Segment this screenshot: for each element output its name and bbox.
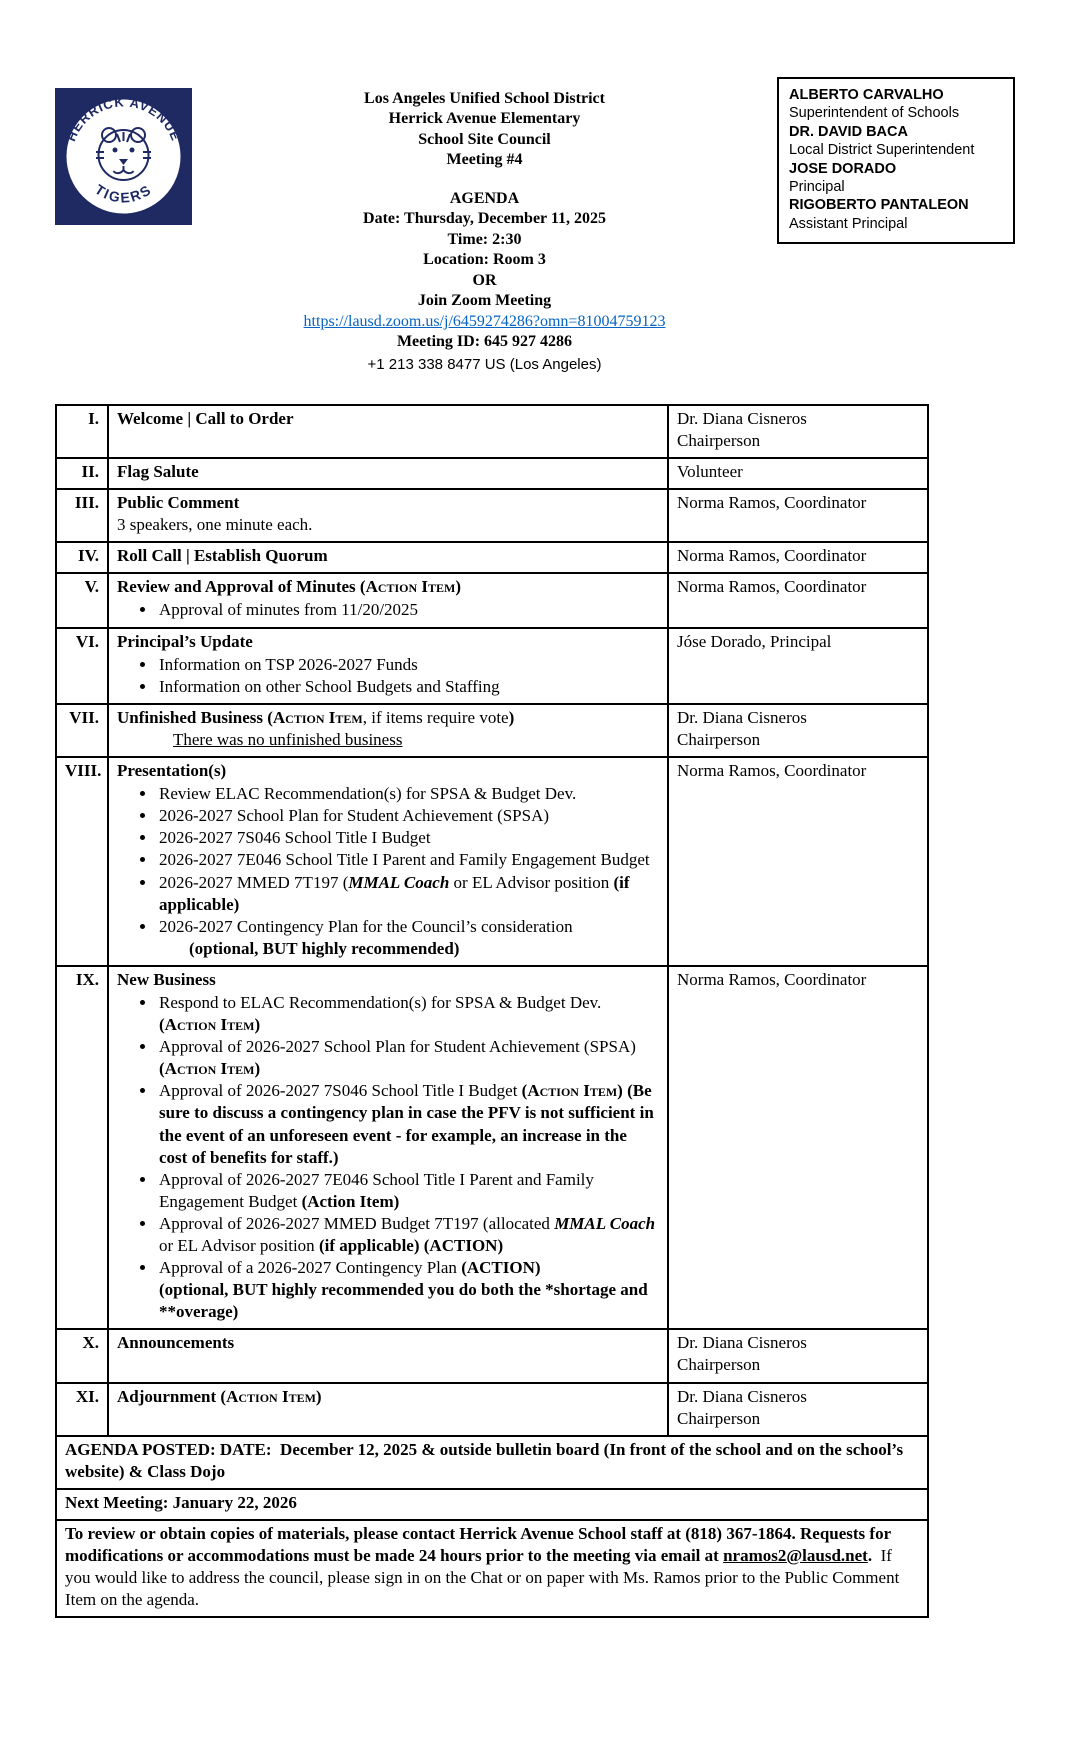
item-title: Presentation(s) <box>117 761 227 781</box>
row-person: Norma Ramos, Coordinator <box>668 966 928 1330</box>
meeting-id: Meeting ID: 645 927 4286 <box>396 333 573 351</box>
agenda-label: AGENDA <box>449 189 520 207</box>
row-person: Norma Ramos, Coordinator <box>668 757 928 966</box>
header-title-block <box>192 85 777 374</box>
row-numeral: II. <box>56 458 108 489</box>
dial-in-phone: +1 213 338 8477 US (Los Angeles) <box>367 355 602 373</box>
bullet-item: • Information on other School Budgets and Staffing <box>157 676 659 698</box>
agenda-row-announcements <box>56 1329 928 1382</box>
row-person: Dr. Diana Cisneros Chairperson <box>668 1329 928 1382</box>
or-label: OR <box>472 271 497 289</box>
next-meeting-note: Next Meeting: January 22, 2026 <box>56 1489 928 1520</box>
item-subtext: 3 speakers, one minute each. <box>117 515 313 535</box>
agenda-row-new-business <box>56 966 928 1330</box>
item-title: Roll Call | Establish Quorum <box>117 546 328 566</box>
join-zoom-label: Join Zoom Meeting <box>417 292 552 310</box>
admin-name: JOSE DORADO <box>789 160 897 177</box>
row-person: Norma Ramos, Coordinator <box>668 542 928 573</box>
row-numeral: V. <box>56 573 108 627</box>
agenda-table <box>55 404 929 1619</box>
row-numeral: VI. <box>56 628 108 704</box>
agenda-row-presentations <box>56 757 928 966</box>
school-name: Herrick Avenue Elementary <box>388 110 581 128</box>
bullet-item: • Approval of 2026-2027 School Plan for Student Achievement (SPSA) (Action Item) <box>157 1036 659 1080</box>
admin-title: Assistant Principal <box>789 215 908 232</box>
agenda-row-roll-call <box>56 542 928 573</box>
bullet-item: • 2026-2027 Contingency Plan for the Council’s consideration (optional, BUT highly recommended) <box>157 916 659 960</box>
admin-title: Principal <box>789 179 845 196</box>
agenda-row-adjournment <box>56 1383 928 1436</box>
logo-arc-bottom-text: TIGERS <box>92 180 155 206</box>
bullet-item: • Respond to ELAC Recommendation(s) for SPSA & Budget Dev. (Action Item) <box>157 992 659 1036</box>
bullet-item: • Approval of 2026-2027 7E046 School Title I Parent and Family Engagement Budget (Action Item) <box>157 1169 659 1213</box>
meeting-location: Location: Room 3 <box>423 251 546 269</box>
admin-name: DR. DAVID BACA <box>789 123 908 140</box>
agenda-posted-note: AGENDA POSTED: DATE: December 12, 2025 & outside bulletin board (In front of the school and on the school’s website) & Class Dojo <box>56 1436 928 1489</box>
item-title: New Business <box>117 969 216 989</box>
row-person: Dr. Diana Cisneros Chairperson <box>668 1383 928 1436</box>
item-note: There was no unfinished business <box>173 729 403 749</box>
item-bullets <box>117 992 659 1323</box>
school-logo <box>55 88 192 230</box>
row-person: Jóse Dorado, Principal <box>668 628 928 704</box>
bullet-item: • Information on TSP 2026-2027 Funds <box>157 654 659 676</box>
meeting-date: Date: Thursday, December 11, 2025 <box>363 210 606 228</box>
zoom-meeting-link[interactable]: https://lausd.zoom.us/j/6459274286?omn=81004759123 <box>303 312 666 330</box>
row-numeral: VII. <box>56 704 108 757</box>
agenda-row-principals-update <box>56 628 928 704</box>
bullet-item: • 2026-2027 MMED 7T197 (MMAL Coach or EL Advisor position (if applicable) <box>157 872 659 916</box>
item-title: Principal’s Update <box>117 631 253 651</box>
row-person: Dr. Diana Cisneros Chairperson <box>668 405 928 458</box>
bullet-item: • Approval of 2026-2027 MMED Budget 7T197 (allocated MMAL Coach or EL Advisor position (if applicable) (ACTION) <box>157 1213 659 1257</box>
row-person: Norma Ramos, Coordinator <box>668 573 928 627</box>
agenda-row-flag-salute <box>56 458 928 489</box>
item-title: Announcements <box>117 1333 235 1353</box>
bullet-item: • 2026-2027 School Plan for Student Achievement (SPSA) <box>157 805 659 827</box>
row-numeral: VIII. <box>56 757 108 966</box>
row-person: Norma Ramos, Coordinator <box>668 489 928 542</box>
footer-row-contact <box>56 1520 928 1617</box>
administrators-box <box>777 77 1015 244</box>
agenda-row-welcome <box>56 405 928 458</box>
tiger-logo-icon <box>55 88 192 225</box>
item-title: Welcome | Call to Order <box>117 408 294 428</box>
row-numeral: XI. <box>56 1383 108 1436</box>
admin-name: RIGOBERTO PANTALEON <box>789 197 969 214</box>
admin-title: Superintendent of Schools <box>789 105 960 122</box>
item-title: Public Comment <box>117 493 240 513</box>
bullet-item: • Approval of minutes from 11/20/2025 <box>157 599 659 621</box>
contact-note: To review or obtain copies of materials, please contact Herrick Avenue School staff at (818) 367-1864. Requests for modifications or accommodations must be made 24 hours prior to the meeting via email at nramos2@lausd.net. If you would like to address the council, please sign in on the Chat or on paper with Ms. Ramos prior to the Public Comment Item on the agenda. <box>56 1520 928 1617</box>
item-title: Review and Approval of Minutes (Action Item) <box>117 577 462 597</box>
row-person: Dr. Diana Cisneros Chairperson <box>668 704 928 757</box>
row-numeral: IX. <box>56 966 108 1330</box>
meeting-time: Time: 2:30 <box>447 230 522 248</box>
item-bullets <box>117 654 659 698</box>
admin-title: Local District Superintendent <box>789 142 975 159</box>
row-numeral: I. <box>56 405 108 458</box>
footer-row-agenda-posted <box>56 1436 928 1489</box>
agenda-row-minutes <box>56 573 928 627</box>
item-title: Adjournment (Action Item) <box>117 1386 322 1406</box>
agenda-row-public-comment <box>56 489 928 542</box>
logo-arc-top-text: HERRICK AVENUE <box>63 94 184 144</box>
bullet-item: • 2026-2027 7S046 School Title I Budget <box>157 827 659 849</box>
agenda-row-unfinished-business <box>56 704 928 757</box>
item-title: Flag Salute <box>117 462 199 481</box>
row-person: Volunteer <box>668 458 928 489</box>
item-bullets <box>117 599 659 621</box>
admin-name: ALBERTO CARVALHO <box>789 87 944 103</box>
meeting-number: Meeting #4 <box>446 151 523 169</box>
row-numeral: IV. <box>56 542 108 573</box>
row-numeral: III. <box>56 489 108 542</box>
footer-row-next-meeting <box>56 1489 928 1520</box>
row-numeral: X. <box>56 1329 108 1382</box>
bullet-item: • Approval of a 2026-2027 Contingency Plan (ACTION) (optional, BUT highly recommended you do both the *shortage and **overage) <box>157 1257 659 1323</box>
bullet-item: • Approval of 2026-2027 7S046 School Title I Budget (Action Item) (Be sure to discuss a contingency plan in case the PFV is not sufficient in the event of an unforeseen event - for example, an increase in the cost of benefits for staff.) <box>157 1080 659 1168</box>
item-title: Unfinished Business (Action Item, if items require vote) <box>117 707 515 727</box>
bullet-item: • 2026-2027 7E046 School Title I Parent and Family Engagement Budget <box>157 849 659 871</box>
council-name: School Site Council <box>418 130 551 148</box>
bullet-item: • Review ELAC Recommendation(s) for SPSA & Budget Dev. <box>157 783 659 805</box>
district-name: Los Angeles Unified School District <box>364 90 605 107</box>
page-header <box>55 85 1015 374</box>
item-bullets <box>117 783 659 960</box>
